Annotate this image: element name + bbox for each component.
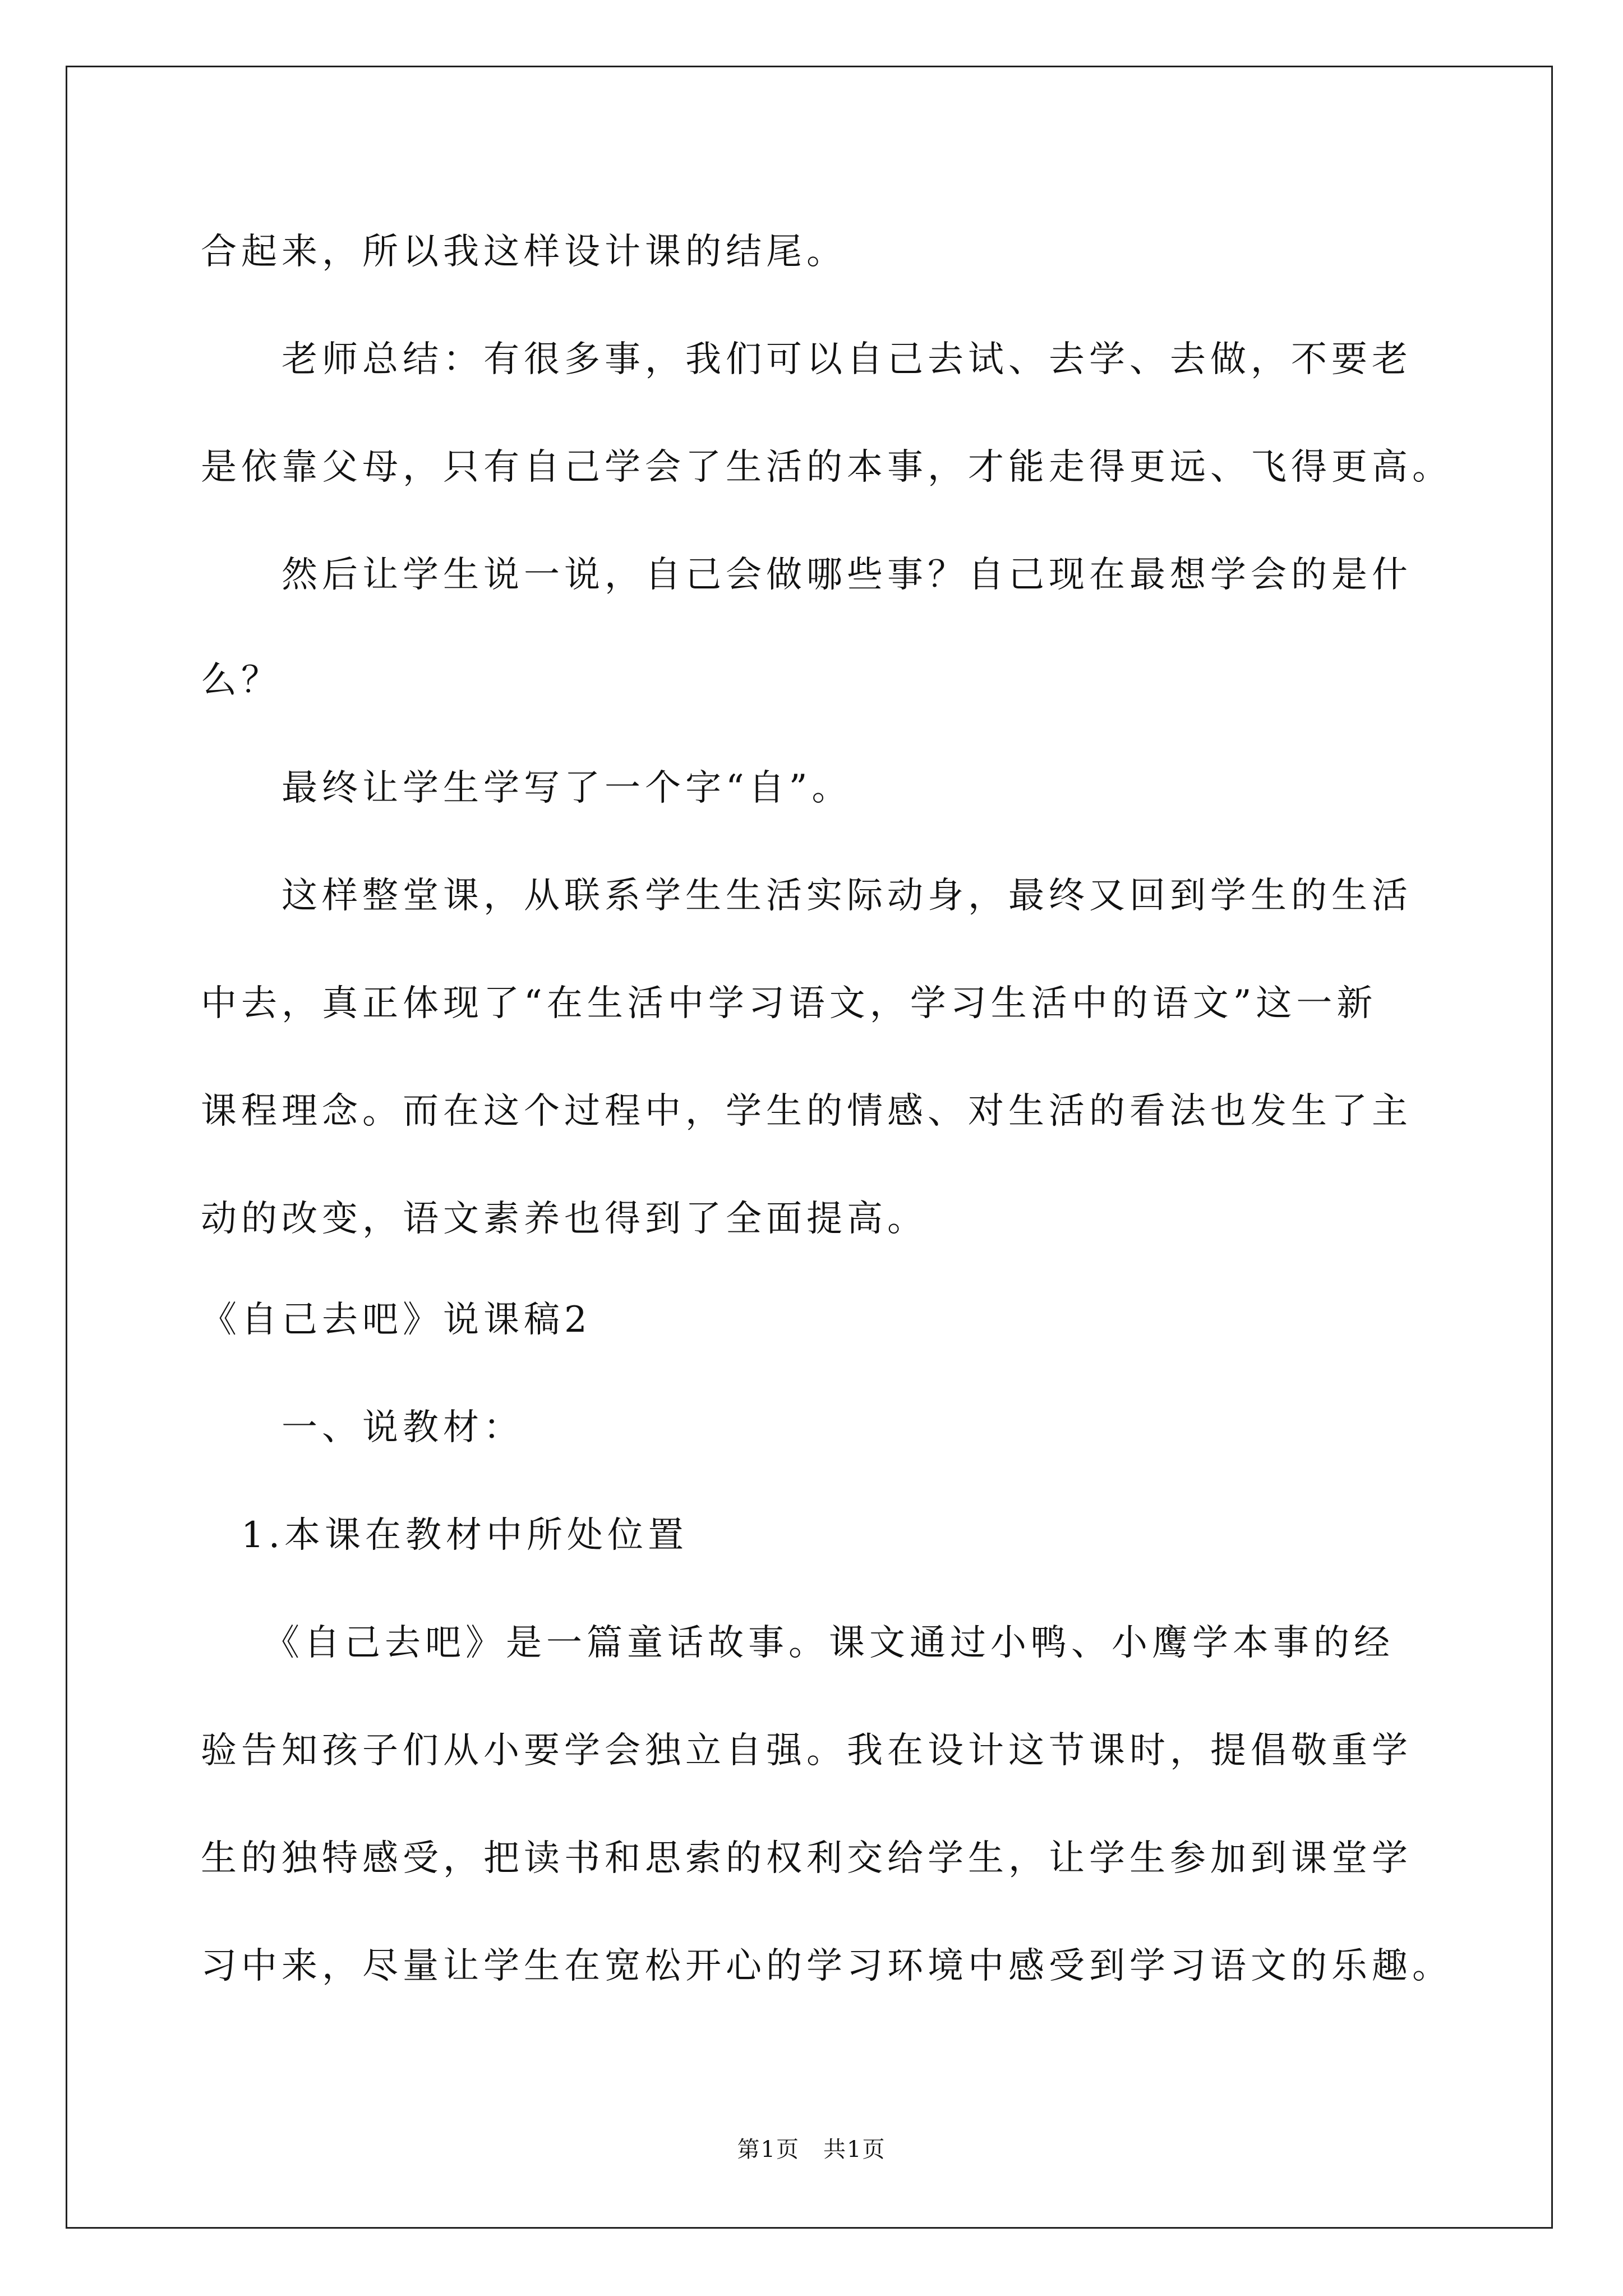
paragraph-line: 验告知孩子们从小要学会独立自强。我在设计这节课时，提倡敬重学 [201, 1730, 1412, 1772]
paragraph-line: 老师总结：有很多事，我们可以自己去试、去学、去做，不要老 [201, 339, 1412, 380]
paragraph-line: 这样整堂课，从联系学生生活实际动身，最终又回到学生的生活 [201, 875, 1412, 917]
section-heading: 《自己去吧》说课稿2 [201, 1299, 592, 1341]
paragraph-line: 么？ [201, 660, 282, 701]
page-number-footer: 第1页 共1页 [737, 2137, 886, 2162]
paragraph-line: 动的改变，语文素养也得到了全面提高。 [201, 1198, 928, 1240]
paragraph-line: 《自己去吧》是一篇童话故事。课文通过小鸭、小鹰学本事的经 [201, 1622, 1394, 1664]
paragraph-line: 最终让学生学写了一个字“自”。 [201, 767, 852, 809]
numbered-item: 1.本课在教材中所处位置 [201, 1515, 689, 1556]
subsection-heading: 一、说教材： [201, 1407, 524, 1448]
paragraph-line: 然后让学生说一说，自己会做哪些事？自己现在最想学会的是什 [201, 554, 1412, 596]
page-border [66, 66, 1553, 2229]
paragraph-line: 中去，真正体现了“在生活中学习语文，学习生活中的语文”这一新 [201, 983, 1377, 1024]
paragraph-line: 合起来，所以我这样设计课的结尾。 [201, 231, 847, 273]
paragraph-line: 习中来，尽量让学生在宽松开心的学习环境中感受到学习语文的乐趣。 [201, 1945, 1453, 1987]
paragraph-line: 是依靠父母，只有自己学会了生活的本事，才能走得更远、飞得更高。 [201, 447, 1453, 488]
paragraph-line: 生的独特感受，把读书和思索的权利交给学生，让学生参加到课堂学 [201, 1838, 1412, 1879]
paragraph-line: 课程理念。而在这个过程中，学生的情感、对生活的看法也发生了主 [201, 1091, 1412, 1132]
